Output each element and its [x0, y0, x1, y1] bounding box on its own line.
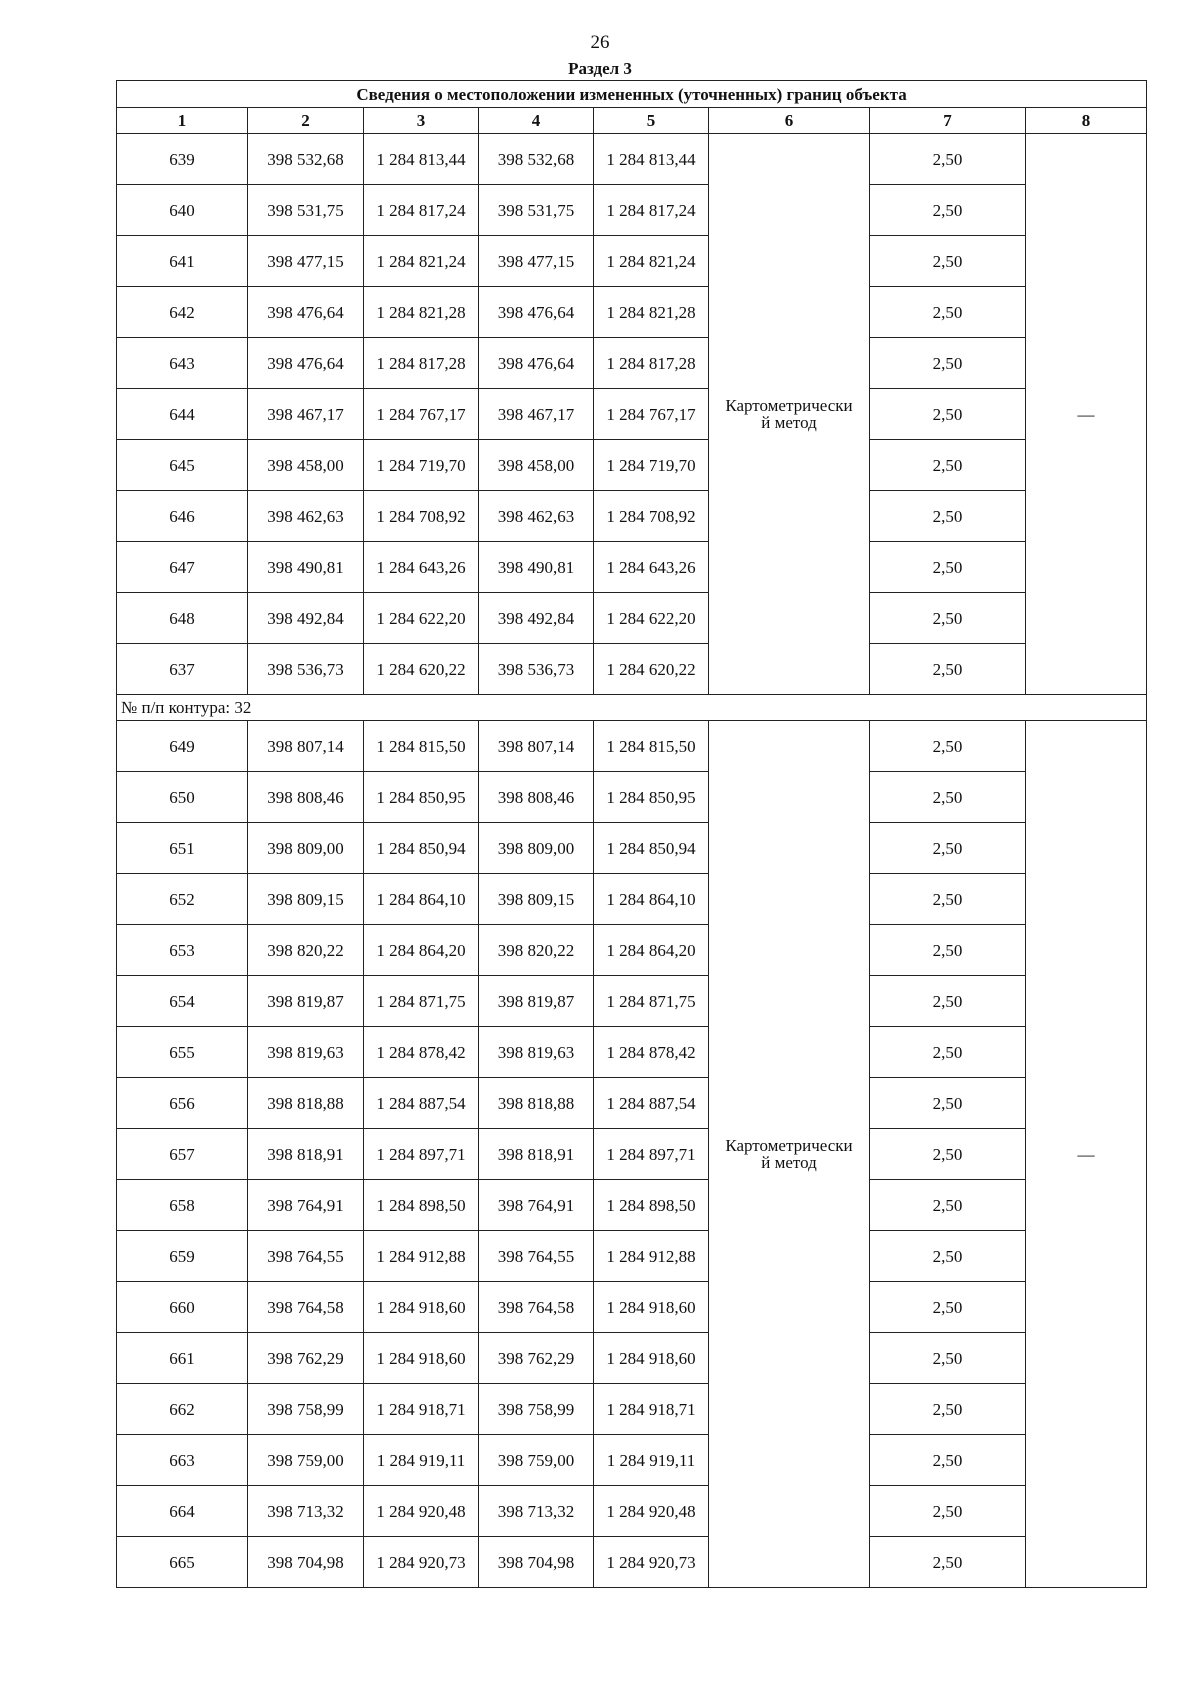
x-existing-cell: 398 764,91 [248, 1180, 364, 1231]
x-new-cell: 398 462,63 [479, 491, 594, 542]
y-new-cell: 1 284 887,54 [594, 1078, 709, 1129]
point-number-cell: 662 [117, 1384, 248, 1435]
y-existing-cell: 1 284 850,94 [364, 823, 479, 874]
point-number-cell: 657 [117, 1129, 248, 1180]
point-number-cell: 658 [117, 1180, 248, 1231]
column-number: 1 [117, 108, 248, 134]
x-existing-cell: 398 531,75 [248, 185, 364, 236]
accuracy-cell: 2,50 [870, 823, 1026, 874]
accuracy-cell: 2,50 [870, 236, 1026, 287]
y-new-cell: 1 284 817,24 [594, 185, 709, 236]
x-new-cell: 398 818,88 [479, 1078, 594, 1129]
x-new-cell: 398 477,15 [479, 236, 594, 287]
x-new-cell: 398 476,64 [479, 287, 594, 338]
point-number-cell: 641 [117, 236, 248, 287]
x-new-cell: 398 531,75 [479, 185, 594, 236]
y-new-cell: 1 284 850,95 [594, 772, 709, 823]
table-row [117, 1027, 1147, 1078]
point-number-cell: 660 [117, 1282, 248, 1333]
y-new-cell: 1 284 920,48 [594, 1486, 709, 1537]
table-row [117, 185, 1147, 236]
y-new-cell: 1 284 918,71 [594, 1384, 709, 1435]
y-new-cell: 1 284 912,88 [594, 1231, 709, 1282]
y-existing-cell: 1 284 918,60 [364, 1282, 479, 1333]
y-new-cell: 1 284 643,26 [594, 542, 709, 593]
table-row [117, 389, 1147, 440]
x-new-cell: 398 764,91 [479, 1180, 594, 1231]
x-existing-cell: 398 809,15 [248, 874, 364, 925]
x-existing-cell: 398 809,00 [248, 823, 364, 874]
y-existing-cell: 1 284 708,92 [364, 491, 479, 542]
y-existing-cell: 1 284 821,28 [364, 287, 479, 338]
column-number: 8 [1026, 108, 1147, 134]
accuracy-cell: 2,50 [870, 338, 1026, 389]
y-existing-cell: 1 284 622,20 [364, 593, 479, 644]
accuracy-cell: 2,50 [870, 593, 1026, 644]
x-new-cell: 398 819,87 [479, 976, 594, 1027]
x-new-cell: 398 532,68 [479, 134, 594, 185]
x-new-cell: 398 808,46 [479, 772, 594, 823]
point-number-cell: 642 [117, 287, 248, 338]
y-existing-cell: 1 284 898,50 [364, 1180, 479, 1231]
y-new-cell: 1 284 864,10 [594, 874, 709, 925]
column-8-cell: — [1026, 134, 1147, 695]
table-row [117, 644, 1147, 695]
y-new-cell: 1 284 821,28 [594, 287, 709, 338]
x-existing-cell: 398 819,87 [248, 976, 364, 1027]
y-existing-cell: 1 284 897,71 [364, 1129, 479, 1180]
x-existing-cell: 398 477,15 [248, 236, 364, 287]
x-existing-cell: 398 492,84 [248, 593, 364, 644]
table-row [117, 1078, 1147, 1129]
accuracy-cell: 2,50 [870, 1027, 1026, 1078]
table-row [117, 1435, 1147, 1486]
boundary-table [116, 80, 1147, 1588]
x-existing-cell: 398 758,99 [248, 1384, 364, 1435]
x-existing-cell: 398 458,00 [248, 440, 364, 491]
y-new-cell: 1 284 622,20 [594, 593, 709, 644]
method-cell [709, 721, 870, 1588]
y-existing-cell: 1 284 871,75 [364, 976, 479, 1027]
x-existing-cell: 398 764,55 [248, 1231, 364, 1282]
point-number-cell: 646 [117, 491, 248, 542]
accuracy-cell: 2,50 [870, 772, 1026, 823]
accuracy-cell: 2,50 [870, 644, 1026, 695]
y-new-cell: 1 284 919,11 [594, 1435, 709, 1486]
y-new-cell: 1 284 898,50 [594, 1180, 709, 1231]
table-row [117, 1333, 1147, 1384]
point-number-cell: 664 [117, 1486, 248, 1537]
x-new-cell: 398 476,64 [479, 338, 594, 389]
method-line: й метод [761, 1153, 817, 1172]
point-number-cell: 665 [117, 1537, 248, 1588]
x-existing-cell: 398 818,91 [248, 1129, 364, 1180]
table-row [117, 772, 1147, 823]
x-new-cell: 398 759,00 [479, 1435, 594, 1486]
table-row [117, 1384, 1147, 1435]
y-existing-cell: 1 284 850,95 [364, 772, 479, 823]
x-new-cell: 398 818,91 [479, 1129, 594, 1180]
accuracy-cell: 2,50 [870, 1384, 1026, 1435]
column-number: 5 [594, 108, 709, 134]
table-row [117, 874, 1147, 925]
y-new-cell: 1 284 708,92 [594, 491, 709, 542]
table-row [117, 236, 1147, 287]
point-number-cell: 640 [117, 185, 248, 236]
y-existing-cell: 1 284 719,70 [364, 440, 479, 491]
y-new-cell: 1 284 897,71 [594, 1129, 709, 1180]
x-new-cell: 398 819,63 [479, 1027, 594, 1078]
x-new-cell: 398 762,29 [479, 1333, 594, 1384]
contour-row [117, 695, 1147, 721]
table-row [117, 1129, 1147, 1180]
y-new-cell: 1 284 767,17 [594, 389, 709, 440]
x-new-cell: 398 458,00 [479, 440, 594, 491]
y-new-cell: 1 284 920,73 [594, 1537, 709, 1588]
accuracy-cell: 2,50 [870, 1333, 1026, 1384]
accuracy-cell: 2,50 [870, 1486, 1026, 1537]
y-new-cell: 1 284 850,94 [594, 823, 709, 874]
y-existing-cell: 1 284 919,11 [364, 1435, 479, 1486]
x-existing-cell: 398 467,17 [248, 389, 364, 440]
x-new-cell: 398 764,58 [479, 1282, 594, 1333]
accuracy-cell: 2,50 [870, 185, 1026, 236]
accuracy-cell: 2,50 [870, 542, 1026, 593]
column-number: 6 [709, 108, 870, 134]
x-new-cell: 398 713,32 [479, 1486, 594, 1537]
x-new-cell: 398 820,22 [479, 925, 594, 976]
x-new-cell: 398 809,00 [479, 823, 594, 874]
y-existing-cell: 1 284 878,42 [364, 1027, 479, 1078]
accuracy-cell: 2,50 [870, 491, 1026, 542]
accuracy-cell: 2,50 [870, 721, 1026, 772]
accuracy-cell: 2,50 [870, 389, 1026, 440]
y-existing-cell: 1 284 864,10 [364, 874, 479, 925]
x-existing-cell: 398 764,58 [248, 1282, 364, 1333]
table-row [117, 1231, 1147, 1282]
table-row [117, 440, 1147, 491]
table-row [117, 1537, 1147, 1588]
x-existing-cell: 398 820,22 [248, 925, 364, 976]
y-new-cell: 1 284 620,22 [594, 644, 709, 695]
x-existing-cell: 398 476,64 [248, 287, 364, 338]
point-number-cell: 650 [117, 772, 248, 823]
point-number-cell: 637 [117, 644, 248, 695]
y-new-cell: 1 284 815,50 [594, 721, 709, 772]
x-existing-cell: 398 462,63 [248, 491, 364, 542]
x-new-cell: 398 807,14 [479, 721, 594, 772]
contour-label: № п/п контура: 32 [117, 695, 1147, 721]
y-existing-cell: 1 284 767,17 [364, 389, 479, 440]
column-number: 7 [870, 108, 1026, 134]
y-new-cell: 1 284 817,28 [594, 338, 709, 389]
accuracy-cell: 2,50 [870, 925, 1026, 976]
point-number-cell: 661 [117, 1333, 248, 1384]
y-existing-cell: 1 284 643,26 [364, 542, 479, 593]
point-number-cell: 663 [117, 1435, 248, 1486]
y-existing-cell: 1 284 817,24 [364, 185, 479, 236]
point-number-cell: 647 [117, 542, 248, 593]
y-existing-cell: 1 284 815,50 [364, 721, 479, 772]
y-new-cell: 1 284 821,24 [594, 236, 709, 287]
y-existing-cell: 1 284 918,71 [364, 1384, 479, 1435]
section-title: Раздел 3 [568, 59, 632, 78]
y-existing-cell: 1 284 920,73 [364, 1537, 479, 1588]
x-existing-cell: 398 807,14 [248, 721, 364, 772]
accuracy-cell: 2,50 [870, 1078, 1026, 1129]
y-new-cell: 1 284 813,44 [594, 134, 709, 185]
y-existing-cell: 1 284 821,24 [364, 236, 479, 287]
accuracy-cell: 2,50 [870, 134, 1026, 185]
point-number-cell: 649 [117, 721, 248, 772]
column-number: 2 [248, 108, 364, 134]
table-row [117, 491, 1147, 542]
table-row [117, 287, 1147, 338]
table-row [117, 925, 1147, 976]
x-new-cell: 398 758,99 [479, 1384, 594, 1435]
y-new-cell: 1 284 918,60 [594, 1333, 709, 1384]
x-existing-cell: 398 818,88 [248, 1078, 364, 1129]
method-line: Картометрически [725, 1136, 853, 1155]
method-line: Картометрически [725, 396, 853, 415]
table-row [117, 542, 1147, 593]
point-number-cell: 655 [117, 1027, 248, 1078]
x-existing-cell: 398 532,68 [248, 134, 364, 185]
x-existing-cell: 398 536,73 [248, 644, 364, 695]
x-new-cell: 398 492,84 [479, 593, 594, 644]
y-existing-cell: 1 284 912,88 [364, 1231, 479, 1282]
y-existing-cell: 1 284 920,48 [364, 1486, 479, 1537]
x-existing-cell: 398 819,63 [248, 1027, 364, 1078]
y-new-cell: 1 284 719,70 [594, 440, 709, 491]
x-existing-cell: 398 762,29 [248, 1333, 364, 1384]
point-number-cell: 643 [117, 338, 248, 389]
x-new-cell: 398 536,73 [479, 644, 594, 695]
table-row [117, 134, 1147, 185]
y-new-cell: 1 284 878,42 [594, 1027, 709, 1078]
table-row [117, 721, 1147, 772]
y-existing-cell: 1 284 620,22 [364, 644, 479, 695]
accuracy-cell: 2,50 [870, 440, 1026, 491]
x-new-cell: 398 809,15 [479, 874, 594, 925]
x-existing-cell: 398 704,98 [248, 1537, 364, 1588]
point-number-cell: 648 [117, 593, 248, 644]
table-row [117, 1282, 1147, 1333]
x-new-cell: 398 764,55 [479, 1231, 594, 1282]
point-number-cell: 652 [117, 874, 248, 925]
table-row [117, 976, 1147, 1027]
table-row [117, 338, 1147, 389]
y-existing-cell: 1 284 817,28 [364, 338, 479, 389]
x-new-cell: 398 704,98 [479, 1537, 594, 1588]
y-new-cell: 1 284 918,60 [594, 1282, 709, 1333]
accuracy-cell: 2,50 [870, 1231, 1026, 1282]
accuracy-cell: 2,50 [870, 976, 1026, 1027]
y-new-cell: 1 284 871,75 [594, 976, 709, 1027]
point-number-cell: 644 [117, 389, 248, 440]
column-number: 4 [479, 108, 594, 134]
x-existing-cell: 398 713,32 [248, 1486, 364, 1537]
column-8-cell: — [1026, 721, 1147, 1588]
column-numbers-row [117, 108, 1147, 134]
accuracy-cell: 2,50 [870, 1435, 1026, 1486]
y-existing-cell: 1 284 864,20 [364, 925, 479, 976]
table-row [117, 593, 1147, 644]
y-new-cell: 1 284 864,20 [594, 925, 709, 976]
y-existing-cell: 1 284 918,60 [364, 1333, 479, 1384]
accuracy-cell: 2,50 [870, 874, 1026, 925]
accuracy-cell: 2,50 [870, 1180, 1026, 1231]
point-number-cell: 656 [117, 1078, 248, 1129]
point-number-cell: 639 [117, 134, 248, 185]
accuracy-cell: 2,50 [870, 1282, 1026, 1333]
column-number: 3 [364, 108, 479, 134]
table-row [117, 823, 1147, 874]
table-row [117, 1486, 1147, 1537]
point-number-cell: 653 [117, 925, 248, 976]
point-number-cell: 645 [117, 440, 248, 491]
point-number-cell: 659 [117, 1231, 248, 1282]
x-new-cell: 398 490,81 [479, 542, 594, 593]
accuracy-cell: 2,50 [870, 1129, 1026, 1180]
method-cell [709, 134, 870, 695]
table-row [117, 1180, 1147, 1231]
accuracy-cell: 2,50 [870, 1537, 1026, 1588]
y-existing-cell: 1 284 813,44 [364, 134, 479, 185]
x-existing-cell: 398 476,64 [248, 338, 364, 389]
x-existing-cell: 398 808,46 [248, 772, 364, 823]
point-number-cell: 654 [117, 976, 248, 1027]
accuracy-cell: 2,50 [870, 287, 1026, 338]
x-existing-cell: 398 490,81 [248, 542, 364, 593]
x-existing-cell: 398 759,00 [248, 1435, 364, 1486]
page-number: 26 [590, 32, 610, 53]
x-new-cell: 398 467,17 [479, 389, 594, 440]
table-caption: Сведения о местоположении измененных (уточненных) границ объекта [117, 81, 1147, 108]
point-number-cell: 651 [117, 823, 248, 874]
y-existing-cell: 1 284 887,54 [364, 1078, 479, 1129]
method-line: й метод [761, 413, 817, 432]
